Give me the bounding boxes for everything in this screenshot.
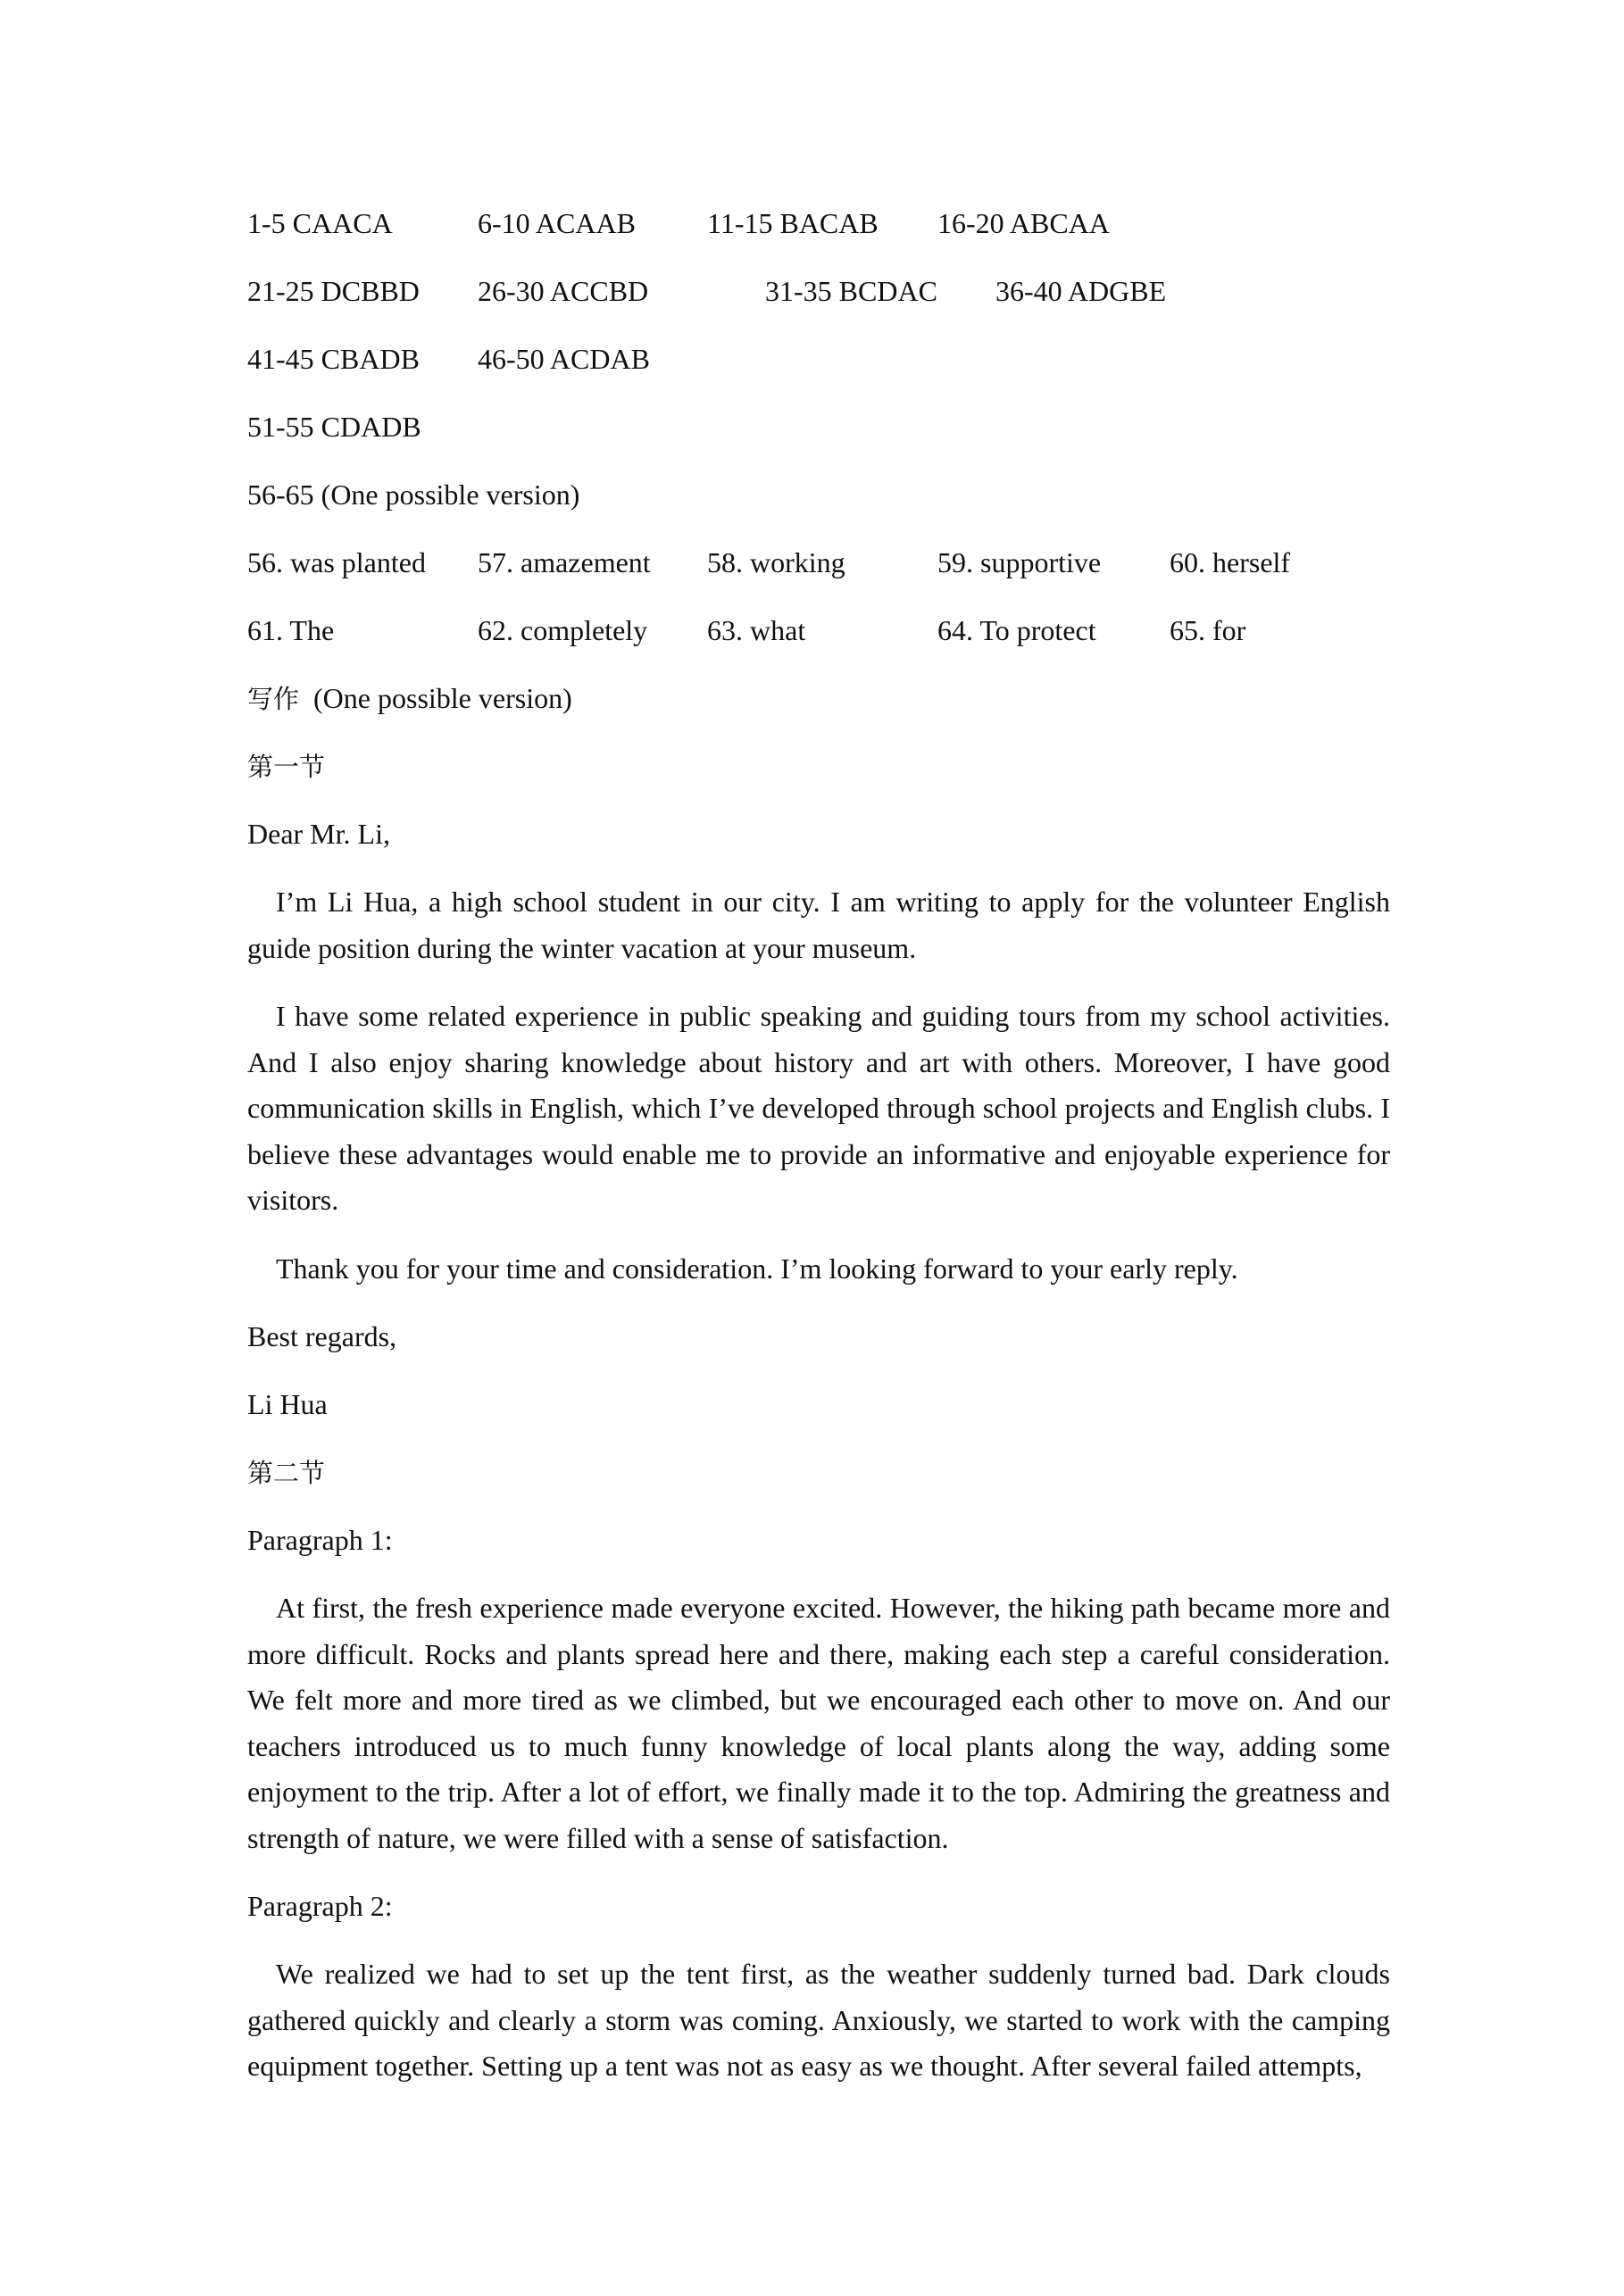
answer-group: 31-35 BCDAC bbox=[765, 275, 937, 307]
answer-group: 51-55 CDADB bbox=[247, 411, 421, 443]
writing-heading-cn: 写作 bbox=[247, 684, 300, 714]
fill-blank-heading-row bbox=[247, 472, 1408, 540]
fill-answer: 59. supportive bbox=[937, 546, 1102, 578]
answer-key bbox=[247, 201, 1408, 676]
answer-group: 21-25 DCBBD bbox=[247, 275, 420, 307]
answer-group: 11-15 BACAB bbox=[707, 207, 879, 239]
fill-blank-row-2 bbox=[247, 608, 1408, 676]
writing-section bbox=[247, 676, 1390, 2112]
writing-heading-en: (One possible version) bbox=[313, 682, 572, 714]
fill-answer: 64. To protect bbox=[937, 614, 1096, 646]
answer-group: 41-45 CBADB bbox=[247, 343, 420, 375]
section-2-title bbox=[247, 1450, 1390, 1518]
fill-answer: 61. The bbox=[247, 614, 335, 646]
answer-row-2 bbox=[247, 269, 1408, 337]
answer-row-1 bbox=[247, 201, 1408, 269]
fill-answer: 56. was planted bbox=[247, 546, 426, 578]
answer-group: 26-30 ACCBD bbox=[478, 275, 649, 307]
fill-answer: 63. what bbox=[707, 614, 806, 646]
paragraph-2-text: We realized we had to set up the tent first, as the weather suddenly turned bad. Dark clouds gathered quickly and clearly a storm was coming. Anxiously, we started to work with the camping equipment together. Setting up a tent was not as easy as we thought. After several failed attempts, bbox=[247, 1958, 1390, 2082]
fill-answer: 65. for bbox=[1170, 614, 1246, 646]
letter-closing: Best regards, bbox=[247, 1320, 397, 1352]
fill-answer: 58. working bbox=[707, 546, 845, 578]
answer-row-4 bbox=[247, 404, 1408, 472]
fill-answer: 62. completely bbox=[478, 614, 648, 646]
letter-salutation: Dear Mr. Li, bbox=[247, 818, 390, 850]
letter-paragraph-2: I have some related experience in public speaking and guiding tours from my school activities. And I also enjoy sharing knowledge about history and art with others. Moreover, I have good communication skills in English, which I’ve developed through school projects and English clubs. I believe these advantages would enable me to provide an informative and enjoyable experience for visitors. bbox=[247, 1000, 1390, 1216]
fill-answer: 57. amazement bbox=[478, 546, 651, 578]
answer-group: 16-20 ABCAA bbox=[937, 207, 1110, 239]
answer-group: 6-10 ACAAB bbox=[478, 207, 636, 239]
answer-group: 46-50 ACDAB bbox=[478, 343, 650, 375]
letter-paragraph-1: I’m Li Hua, a high school student in our city. I am writing to apply for the volunteer English guide position during the winter vacation at your museum. bbox=[247, 886, 1390, 964]
letter-signature: Li Hua bbox=[247, 1388, 328, 1420]
writing-heading bbox=[247, 676, 1390, 744]
letter-paragraph-3: Thank you for your time and consideration. I’m looking forward to your early reply. bbox=[276, 1252, 1238, 1285]
paragraph-2-label: Paragraph 2: bbox=[247, 1890, 393, 1922]
fill-answer: 60. herself bbox=[1170, 546, 1291, 578]
section-2-title-text: 第二节 bbox=[247, 1458, 326, 1488]
section-1-title bbox=[247, 744, 1390, 811]
fill-blank-row-1 bbox=[247, 540, 1408, 608]
answer-group: 1-5 CAACA bbox=[247, 207, 393, 239]
answer-row-3 bbox=[247, 337, 1408, 404]
section-1-title-text: 第一节 bbox=[247, 752, 326, 782]
answer-group: 36-40 ADGBE bbox=[995, 275, 1167, 307]
fill-blank-heading: 56-65 (One possible version) bbox=[247, 478, 580, 511]
paragraph-1-label: Paragraph 1: bbox=[247, 1524, 393, 1556]
paragraph-1-text: At first, the fresh experience made everyone excited. However, the hiking path became more and more difficult. Rocks and plants spread here and there, making each step a careful consideration. We felt more and more tired as we climbed, but we encouraged each other to move on. And our teachers introduced us to much funny knowledge of local plants along the way, adding some enjoyment to the trip. After a lot of effort, we finally made it to the top. Admiring the greatness and strength of nature, we were filled with a sense of satisfaction. bbox=[247, 1592, 1390, 1854]
